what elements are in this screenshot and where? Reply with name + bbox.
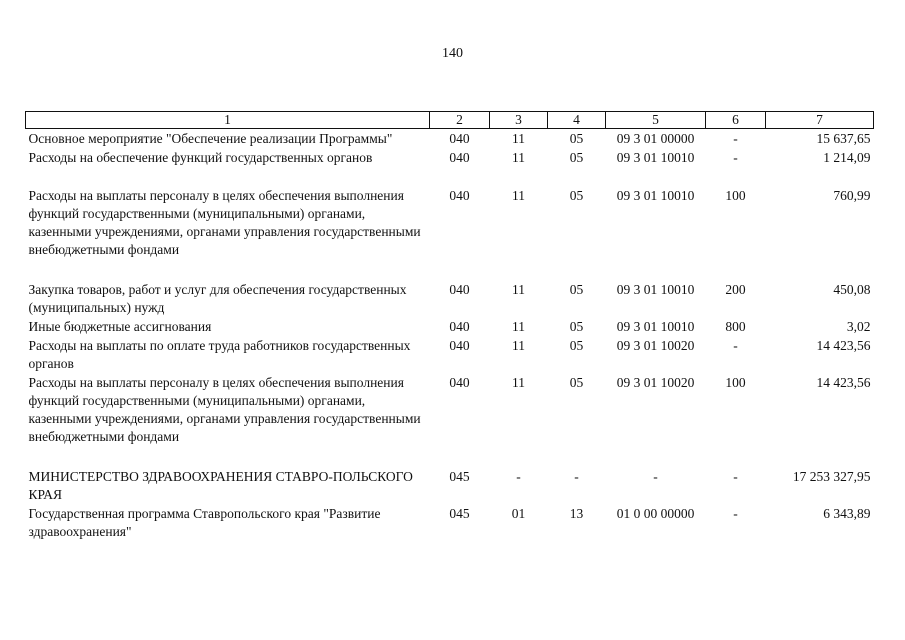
row-name: МИНИСТЕРСТВО ЗДРАВООХРАНЕНИЯ СТАВРО-ПОЛЬСКОГО КРАЯ (28, 469, 413, 502)
row-code: 040 (449, 188, 470, 203)
table-row (26, 186, 874, 259)
row-name: Расходы на выплаты по оплате труда работников государственных органов (28, 338, 411, 371)
table-row (26, 504, 874, 541)
column-header-7: 7 (766, 112, 874, 129)
row-subsection: 05 (569, 150, 584, 165)
row-expense-type: 100 (725, 188, 746, 203)
row-code: 040 (449, 282, 470, 297)
table-row (26, 129, 874, 149)
row-amount: 6 343,89 (823, 506, 871, 521)
row-expense-type: - (733, 131, 738, 146)
row-expense-type: - (733, 150, 738, 165)
row-section: 01 (511, 506, 526, 521)
row-code: 040 (449, 338, 470, 353)
table-row (26, 336, 874, 373)
row-code: 040 (449, 150, 470, 165)
row-target: 09 3 01 10010 (616, 282, 695, 297)
table-header-row (26, 112, 874, 129)
page-number: 140 (442, 46, 463, 61)
row-subsection: - (574, 469, 579, 484)
row-code: 045 (449, 469, 470, 484)
row-amount: 14 423,56 (816, 375, 871, 390)
row-amount: 450,08 (833, 282, 871, 297)
table-row (26, 373, 874, 446)
row-subsection: 05 (569, 131, 584, 146)
row-section: 11 (512, 188, 525, 203)
row-name: Расходы на обеспечение функций государственных органов (28, 150, 373, 165)
row-target: 01 0 00 00000 (616, 506, 695, 521)
column-header-6: 6 (706, 112, 766, 129)
row-section: - (516, 469, 521, 484)
row-target: 09 3 01 10010 (616, 319, 695, 334)
row-target: 09 3 01 10020 (616, 375, 695, 390)
row-target: 09 3 01 10010 (616, 150, 695, 165)
row-subsection: 05 (569, 319, 584, 334)
row-section: 11 (512, 375, 525, 390)
row-subsection: 05 (569, 282, 584, 297)
row-section: 11 (512, 319, 525, 334)
row-section: 11 (512, 282, 525, 297)
row-amount: 1 214,09 (823, 150, 871, 165)
row-target: - (653, 469, 658, 484)
row-expense-type: - (733, 338, 738, 353)
column-header-2: 2 (430, 112, 490, 129)
row-name: Закупка товаров, работ и услуг для обеспечения государственных (муниципальных) нужд (28, 282, 407, 315)
column-header-1: 1 (26, 112, 430, 129)
row-code: 040 (449, 319, 470, 334)
row-target: 09 3 01 10020 (616, 338, 695, 353)
row-amount: 14 423,56 (816, 338, 871, 353)
row-amount: 15 637,65 (816, 131, 871, 146)
row-code: 040 (449, 131, 470, 146)
row-subsection: 13 (569, 506, 584, 521)
row-spacer (26, 259, 874, 280)
column-header-4: 4 (548, 112, 606, 129)
table-row (26, 317, 874, 336)
row-amount: 3,02 (846, 319, 871, 334)
row-section: 11 (512, 338, 525, 353)
column-header-5: 5 (606, 112, 706, 129)
budget-table (25, 111, 874, 541)
row-code: 045 (449, 506, 470, 521)
column-header-3: 3 (490, 112, 548, 129)
row-amount: 760,99 (833, 188, 871, 203)
row-name: Основное мероприятие "Обеспечение реализации Программы" (28, 131, 393, 146)
row-name: Государственная программа Ставропольского края "Развитие здравоохранения" (28, 506, 381, 539)
row-name: Расходы на выплаты персоналу в целях обеспечения выполнения функций государственными (муниципальными) органами, казенными учреждениями, органами управления государственными внебюджетными фондами (28, 188, 421, 257)
row-name: Иные бюджетные ассигнования (28, 319, 212, 334)
table-row (26, 148, 874, 167)
row-expense-type: 800 (725, 319, 746, 334)
row-subsection: 05 (569, 188, 584, 203)
row-code: 040 (449, 375, 470, 390)
row-expense-type: 200 (725, 282, 746, 297)
row-section: 11 (512, 131, 525, 146)
row-subsection: 05 (569, 338, 584, 353)
row-target: 09 3 01 00000 (616, 131, 695, 146)
row-expense-type: - (733, 469, 738, 484)
row-expense-type: - (733, 506, 738, 521)
row-section: 11 (512, 150, 525, 165)
table-row (26, 467, 874, 504)
row-spacer (26, 446, 874, 467)
row-target: 09 3 01 10010 (616, 188, 695, 203)
row-subsection: 05 (569, 375, 584, 390)
table-row (26, 280, 874, 317)
row-name: Расходы на выплаты персоналу в целях обеспечения выполнения функций государственными (муниципальными) органами, казенными учреждениями, органами управления государственными внебюджетными фондами (28, 375, 421, 444)
row-amount: 17 253 327,95 (792, 469, 871, 484)
row-spacer (26, 167, 874, 186)
row-expense-type: 100 (725, 375, 746, 390)
